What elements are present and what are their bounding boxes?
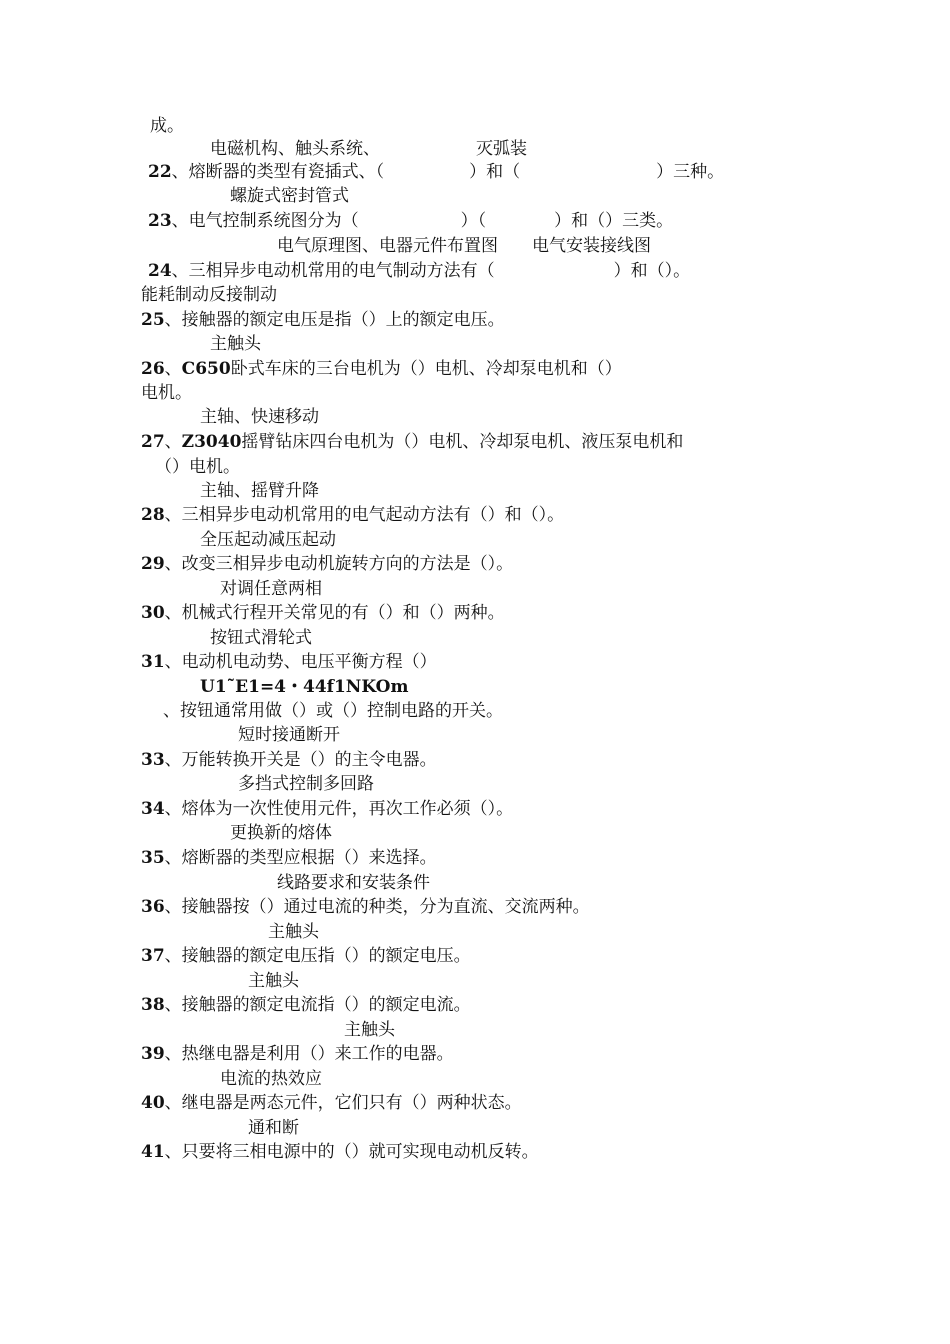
answer-25: 主触头 — [210, 334, 261, 354]
answer-37: 主触头 — [248, 971, 299, 991]
answer-27: 主轴、摇臂升降 — [200, 481, 319, 501]
question-38: 38、接触器的额定电流指（）的额定电流。 — [141, 995, 471, 1015]
question-33: 33、万能转换开关是（）的主令电器。 — [141, 750, 437, 770]
question-36: 36、接触器按（）通过电流的种类，分为直流、交流两种。 — [141, 897, 590, 917]
question-41: 41、只要将三相电源中的（）就可实现电动机反转。 — [141, 1142, 539, 1162]
question-35: 35、熔断器的类型应根据（）来选择。 — [141, 848, 437, 868]
question-30: 30、机械式行程开关常见的有（）和（）两种。 — [141, 603, 505, 623]
question-40: 40、继电器是两态元件，它们只有（）两种状态。 — [141, 1093, 522, 1113]
answer-31: U1˜E1=4・44f1NKOm — [200, 677, 409, 697]
question-37: 37、接触器的额定电压指（）的额定电压。 — [141, 946, 471, 966]
answer-40: 通和断 — [248, 1118, 299, 1138]
answer-28: 全压起动减压起动 — [200, 530, 336, 550]
question-29: 29、改变三相异步电动机旋转方向的方法是（）。 — [141, 554, 514, 574]
answer-line: 灭弧装 — [476, 139, 527, 159]
answer-23: 电气原理图、电器元件布置图 电气安装接线图 — [277, 236, 651, 256]
question-34: 34、熔体为一次性使用元件，再次工作必须（）。 — [141, 799, 514, 819]
answer-33: 多挡式控制多回路 — [238, 774, 374, 794]
answer-26: 主轴、快速移动 — [200, 407, 319, 427]
answer-29: 对调任意两相 — [220, 579, 322, 599]
answer-38: 主触头 — [344, 1020, 395, 1040]
question-24: 24、三相异步电动机常用的电气制动方法有（ ）和（）。 — [148, 261, 691, 281]
question-25: 25、接触器的额定电压是指（）上的额定电压。 — [141, 310, 505, 330]
question-27: 27、Z3040摇臂钻床四台电机为（）电机、冷却泵电机、液压泵电机和 — [141, 432, 684, 452]
answer-36: 主触头 — [268, 922, 319, 942]
answer-30: 按钮式滑轮式 — [210, 628, 312, 648]
question-26: 26、C650卧式车床的三台电机为（）电机、冷却泵电机和（） — [141, 359, 622, 379]
text-line: 成。 — [150, 116, 184, 136]
answer-22: 螺旋式密封管式 — [230, 186, 349, 206]
answer-34: 更换新的熔体 — [230, 823, 332, 843]
question-39: 39、热继电器是利用（）来工作的电器。 — [141, 1044, 454, 1064]
answer-39: 电流的热效应 — [220, 1069, 322, 1089]
answer-24: 能耗制动反接制动 — [141, 285, 277, 305]
answer-32: 短时接通断开 — [238, 725, 340, 745]
answer-line: 电磁机构、触头系统、 — [210, 139, 380, 159]
question-32: 、按钮通常用做（）或（）控制电路的开关。 — [163, 701, 503, 721]
answer-35: 线路要求和安装条件 — [277, 873, 430, 893]
text-line: 电机。 — [141, 383, 192, 403]
question-31: 31、电动机电动势、电压平衡方程（） — [141, 652, 437, 672]
question-23: 23、电气控制系统图分为（ ）（ ）和（）三类。 — [148, 211, 674, 231]
question-22: 22、熔断器的类型有瓷插式、（ ）和（ ）三种。 — [148, 162, 725, 182]
text-line: （）电机。 — [155, 457, 240, 477]
question-28: 28、三相异步电动机常用的电气起动方法有（）和（）。 — [141, 505, 565, 525]
